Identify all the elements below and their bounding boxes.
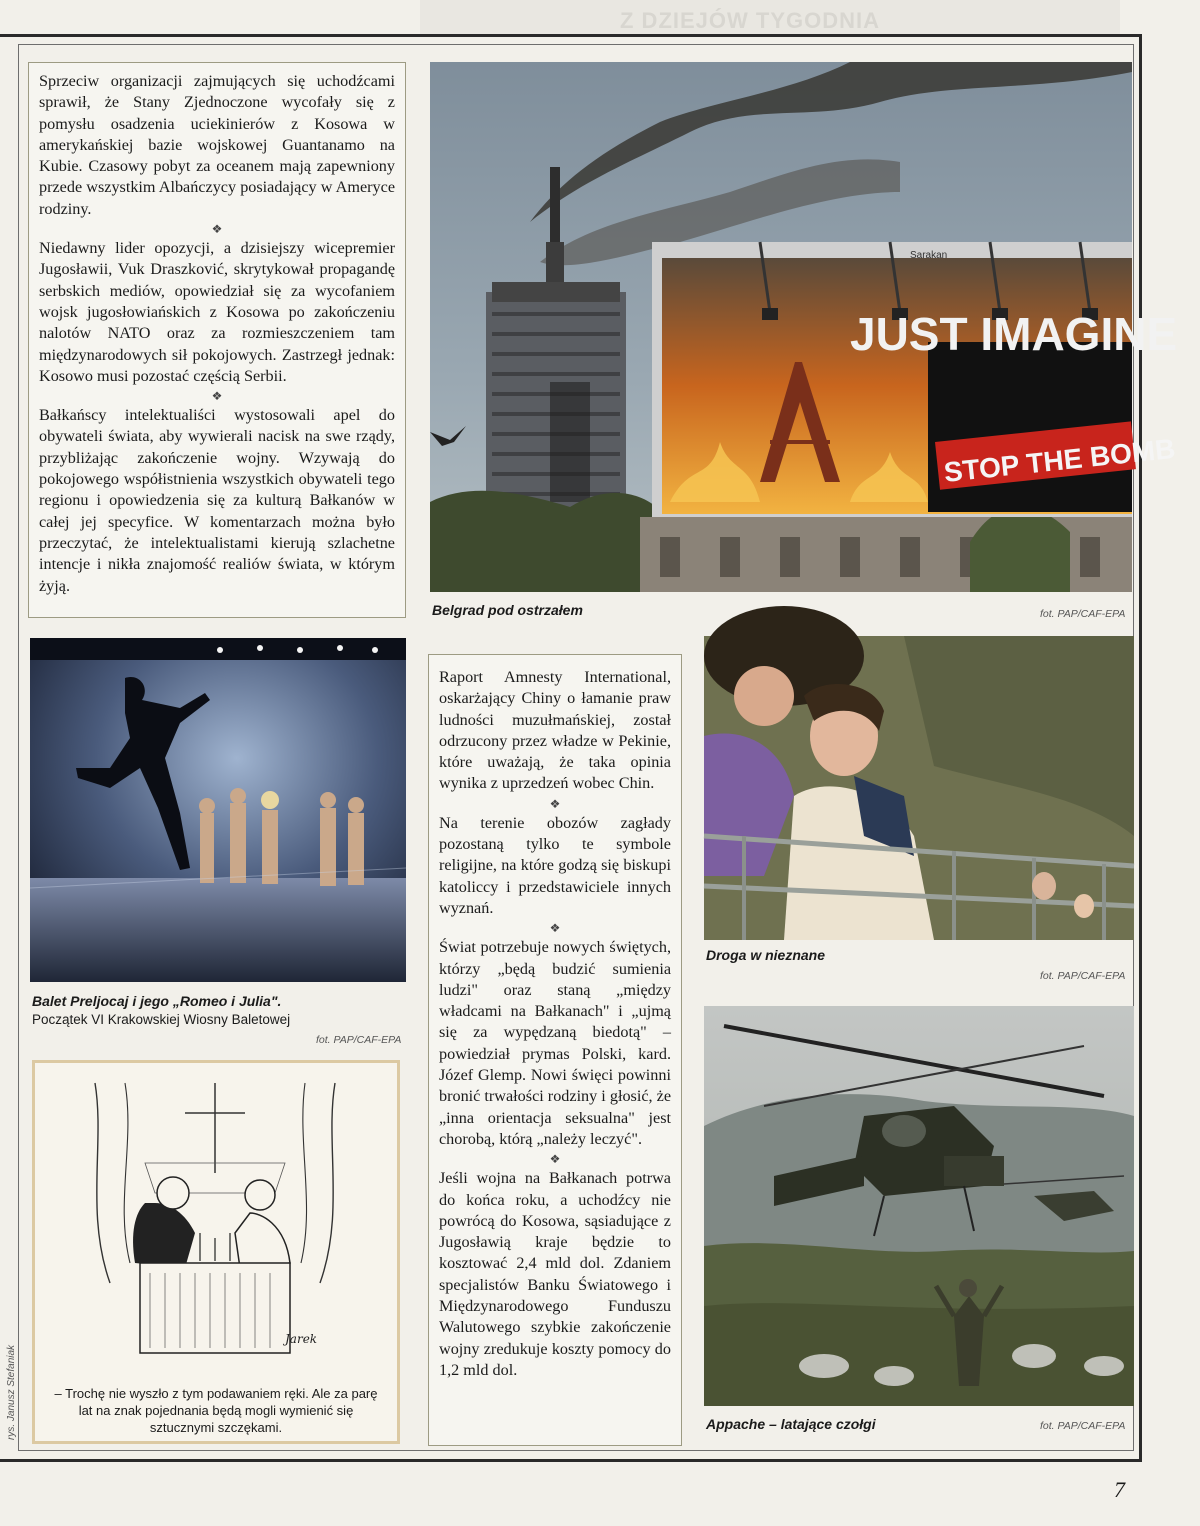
page-number: 7 [1114, 1477, 1125, 1502]
cartoon-caption: – Trochę nie wyszło z tym podawaniem ręki. Ale za parę lat na znak pojednania będą mogli wymienić się sztucznymi szczękami. [54, 1386, 378, 1435]
photo-apache [704, 1006, 1134, 1406]
news-paragraph: Świat potrzebuje nowych świętych, którzy „będą budzić sumienia ludzi" oraz staną „między władcami na Bałkanach" i „ujmą się za wypędzaną biedotą" – powiedział prymas Polski, kard. Józef Glemp. Nowi święci powinni bronić trwałości rodziny i głosić, że „inna orientacja seksualna" jest chorobą, którą „należy leczyć". [439, 938, 671, 1148]
ornament-icon: ❖ [549, 796, 561, 811]
ornament-icon: ❖ [211, 389, 223, 404]
news-paragraph: Bałkańscy intelektualiści wystosowali apel do obywateli świata, aby wywierali nacisk na swe rządy, przybliżając zakończenie wojny. Wzywają do pokojowego współistnienia wszystkich obywateli tego regionu i opowiedzenia się za kulturą Bałkanów w całej jej specyfice. W komentarzach można było przeczytać, że intelektualistami kierują szlachetne intencje i nikła znajomość realiów świata, w którym żyją. [39, 406, 395, 595]
photo-belgrade [430, 62, 1178, 592]
news-paragraph: Sprzeciw organizacji zajmujących się uchodźcami sprawił, że Stany Zjednoczone wycofały się z pomysłu osadzenia uciekinierów z Kosowa w amerykańskiej bazie wojskowej Guantanamo na Kubie. Czasowy pobyt za oceanem mają zapewniony przede wszystkim Albańczycy posiadający w Ameryce rodziny. [39, 72, 395, 218]
left-news-box [28, 62, 406, 618]
caption-road: Droga w nieznane [706, 947, 826, 963]
road-illustration [704, 636, 1134, 940]
news-paragraph: Na terenie obozów zagłady pozostaną tylko te symbole religijne, na które godzą się biskupi katoliccy i przedstawiciele innych wyznań. [439, 813, 671, 917]
billboard-headline: JUST IMAGINE [850, 308, 1178, 360]
belgrade-illustration [430, 62, 1178, 592]
frame-top-rule [0, 34, 1142, 37]
middle-news-box [428, 654, 682, 1446]
ornament-icon: ❖ [211, 222, 223, 237]
billboard-slogan: STOP THE BOMB [942, 432, 1177, 488]
cartoon-artist-credit: rys. Janusz Stefaniak [6, 1344, 17, 1440]
cartoon-drawing [35, 1063, 397, 1383]
ballet-illustration [30, 638, 406, 982]
top-ghost-heading: Z DZIEJÓW TYGODNIA [620, 8, 880, 33]
news-paragraph: Jeśli wojna na Bałkanach potrwa do końca roku, a uchodźcy nie powrócą do Kosowa, sąsiadujące z Jugosławią kraje będzie to kosztować 2,4 mld dol. Zdaniem specjalistów Banku Światowego i Międzynarodowego Funduszu Walutowego szybkie zakończenie wojny zredukuje koszty pomocy do 1,2 mld dol. [439, 1169, 671, 1379]
cartoon-signature: Jarek [285, 1332, 318, 1346]
billboard-sponsor: Sarakan [910, 250, 948, 261]
news-paragraph: Raport Amnesty International, oskarżający Chiny o łamanie praw ludności muzułmańskiej, został odrzucony przez władze w Pekinie, które uważają, że taka opinia wynika z uprzedzeń wobec Chin. [439, 668, 671, 793]
credit-road: fot. PAP/CAF-EPA [1040, 970, 1126, 982]
credit-belgrade: fot. PAP/CAF-EPA [1040, 608, 1126, 620]
caption-ballet-subtitle: Początek VI Krakowskiej Wiosny Baletowej [32, 1012, 291, 1027]
photo-ballet [30, 638, 406, 982]
credit-apache: fot. PAP/CAF-EPA [1040, 1420, 1126, 1432]
frame-bottom-rule [0, 1459, 1142, 1462]
apache-illustration [704, 1006, 1134, 1406]
frame-right-rule [1139, 34, 1142, 1462]
photo-road [704, 636, 1134, 940]
credit-ballet: fot. PAP/CAF-EPA [316, 1034, 402, 1046]
ornament-icon: ❖ [549, 921, 561, 936]
caption-belgrade: Belgrad pod ostrzałem [432, 602, 583, 618]
caption-apache: Appache – latające czołgi [706, 1416, 876, 1432]
caption-ballet-title: Balet Preljocaj i jego „Romeo i Julia". [32, 993, 282, 1009]
ornament-icon: ❖ [549, 1152, 561, 1167]
news-paragraph: Niedawny lider opozycji, a dzisiejszy wicepremier Jugosławii, Vuk Draszković, skrytykował propagandę serbskich mediów, opowiedział się za wycofaniem wojsk jugosłowiańskich z Kosowa po zakończeniu nalotów NATO oraz za rozmieszczeniem tam międzynarodowych sił pokojowych. Zastrzegł jednak: Kosowo musi pozostać częścią Serbii. [39, 239, 395, 385]
